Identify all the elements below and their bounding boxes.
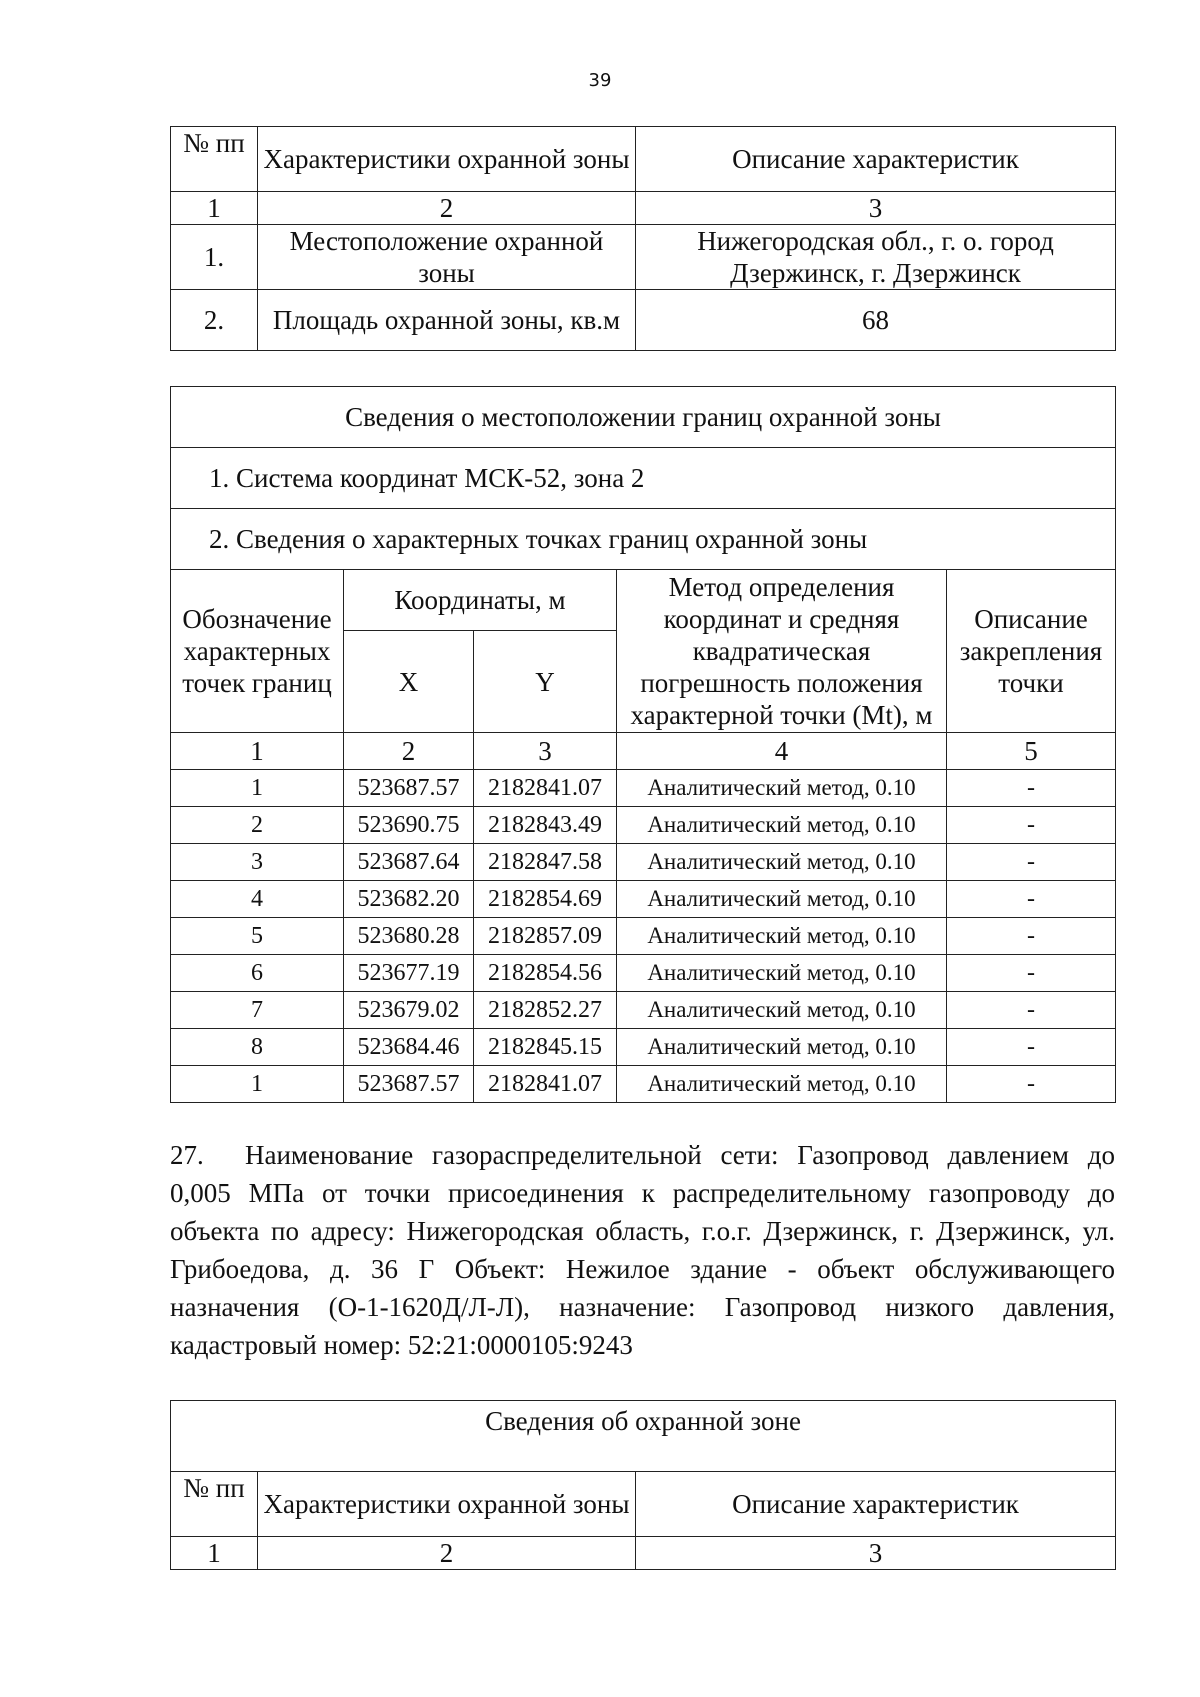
method: Аналитический метод, 0.10	[617, 1029, 947, 1066]
table-header-row	[171, 127, 1116, 192]
zone-characteristics-table	[170, 126, 1116, 351]
coord-x: 523690.75	[344, 807, 474, 844]
header-cell: № пп	[171, 127, 258, 192]
header-cell: Описание характеристик	[636, 1472, 1116, 1537]
method: Аналитический метод, 0.10	[617, 844, 947, 881]
table-cell: Площадь охранной зоны, кв.м	[258, 290, 636, 351]
table-title: Сведения об охранной зоне	[171, 1401, 1116, 1472]
point-number: 1	[171, 770, 344, 807]
coord-x: 523687.64	[344, 844, 474, 881]
point-number: 2	[171, 807, 344, 844]
section-paragraph	[170, 1136, 1115, 1364]
coord-x: 523687.57	[344, 1066, 474, 1103]
paragraph-text: Наименование газораспределительной сети: Газопровод давлением до 0,005 МПа от точки присоединения к распределительному газопроводу до объекта по адресу: Нижегородская область, г.о.г. Дзержинск, г. Дзержинск, ул. Грибоедова, д. 36 Г Объект: Нежилое здание - объект обслуживающего назначения (О-1-1620Д/Л-Л), назначение: Газопровод низкого давления, кадастровый номер: 52:21:0000105:9243	[170, 1140, 1115, 1360]
point-number: 7	[171, 992, 344, 1029]
method: Аналитический метод, 0.10	[617, 955, 947, 992]
table-title: Сведения о местоположении границ охранной зоны	[171, 387, 1116, 448]
coord-x: 523684.46	[344, 1029, 474, 1066]
fixing: -	[947, 1066, 1116, 1103]
header-cell: № пп	[171, 1472, 258, 1537]
point-number: 8	[171, 1029, 344, 1066]
coordinate-system: 1. Система координат МСК-52, зона 2	[171, 448, 1116, 509]
header-cell: Характеристики охранной зоны	[258, 1472, 636, 1537]
fixing: -	[947, 770, 1116, 807]
table-cell: 2.	[171, 290, 258, 351]
table-cell: Нижегородская обл., г. о. город Дзержинск, г. Дзержинск	[636, 225, 1116, 290]
paragraph-number: 27.	[170, 1140, 204, 1170]
point-number: 3	[171, 844, 344, 881]
table-row	[171, 1066, 1116, 1103]
header-fixing: Описание закрепления точки	[947, 570, 1116, 733]
coordinate-system-row	[171, 448, 1116, 509]
coord-y: 2182843.49	[474, 807, 617, 844]
fixing: -	[947, 881, 1116, 918]
coord-x: 523679.02	[344, 992, 474, 1029]
method: Аналитический метод, 0.10	[617, 881, 947, 918]
page-number: 39	[588, 70, 612, 91]
table-header-row	[171, 1472, 1116, 1537]
fixing: -	[947, 992, 1116, 1029]
coord-y: 2182845.15	[474, 1029, 617, 1066]
points-title-row	[171, 509, 1116, 570]
header-y: Y	[474, 631, 617, 733]
fixing: -	[947, 807, 1116, 844]
column-number: 4	[617, 733, 947, 770]
coord-x: 523682.20	[344, 881, 474, 918]
table-row	[171, 770, 1116, 807]
method: Аналитический метод, 0.10	[617, 770, 947, 807]
method: Аналитический метод, 0.10	[617, 918, 947, 955]
header-cell: Описание характеристик	[636, 127, 1116, 192]
table-row	[171, 955, 1116, 992]
coord-y: 2182841.07	[474, 1066, 617, 1103]
header-coordinates: Координаты, м	[344, 570, 617, 631]
table-row	[171, 881, 1116, 918]
method: Аналитический метод, 0.10	[617, 807, 947, 844]
zone-info-table	[170, 1400, 1116, 1570]
column-number-row	[171, 1537, 1116, 1570]
column-number: 1	[171, 1537, 258, 1570]
column-number-row	[171, 733, 1116, 770]
coord-y: 2182854.69	[474, 881, 617, 918]
table-row	[171, 992, 1116, 1029]
point-number: 6	[171, 955, 344, 992]
table-row	[171, 807, 1116, 844]
column-number: 5	[947, 733, 1116, 770]
table-row	[171, 844, 1116, 881]
coord-y: 2182841.07	[474, 770, 617, 807]
header-x: X	[344, 631, 474, 733]
point-number: 4	[171, 881, 344, 918]
table-title-row	[171, 387, 1116, 448]
table-row	[171, 290, 1116, 351]
point-number: 5	[171, 918, 344, 955]
column-number: 2	[258, 192, 636, 225]
table-title-row	[171, 1401, 1116, 1472]
header-method: Метод определения координат и средняя квадратическая погрешность положения характерной точки (Mt), м	[617, 570, 947, 733]
coord-y: 2182854.56	[474, 955, 617, 992]
fixing: -	[947, 1029, 1116, 1066]
column-number: 2	[344, 733, 474, 770]
column-number: 3	[636, 192, 1116, 225]
table-header-row	[171, 570, 1116, 631]
coord-x: 523677.19	[344, 955, 474, 992]
fixing: -	[947, 955, 1116, 992]
fixing: -	[947, 844, 1116, 881]
coord-y: 2182847.58	[474, 844, 617, 881]
coord-x: 523680.28	[344, 918, 474, 955]
fixing: -	[947, 918, 1116, 955]
table-row	[171, 918, 1116, 955]
header-designation: Обозначение характерных точек границ	[171, 570, 344, 733]
column-number: 3	[636, 1537, 1116, 1570]
column-number: 1	[171, 192, 258, 225]
table-cell: Местоположение охранной зоны	[258, 225, 636, 290]
points-title: 2. Сведения о характерных точках границ охранной зоны	[171, 509, 1116, 570]
table-cell: 1.	[171, 225, 258, 290]
coord-x: 523687.57	[344, 770, 474, 807]
coord-y: 2182852.27	[474, 992, 617, 1029]
header-cell: Характеристики охранной зоны	[258, 127, 636, 192]
method: Аналитический метод, 0.10	[617, 1066, 947, 1103]
point-number: 1	[171, 1066, 344, 1103]
table-row	[171, 1029, 1116, 1066]
method: Аналитический метод, 0.10	[617, 992, 947, 1029]
table-row	[171, 225, 1116, 290]
column-number: 1	[171, 733, 344, 770]
column-number: 3	[474, 733, 617, 770]
column-number: 2	[258, 1537, 636, 1570]
boundary-points-table	[170, 386, 1116, 1103]
column-number-row	[171, 192, 1116, 225]
coord-y: 2182857.09	[474, 918, 617, 955]
table-cell: 68	[636, 290, 1116, 351]
